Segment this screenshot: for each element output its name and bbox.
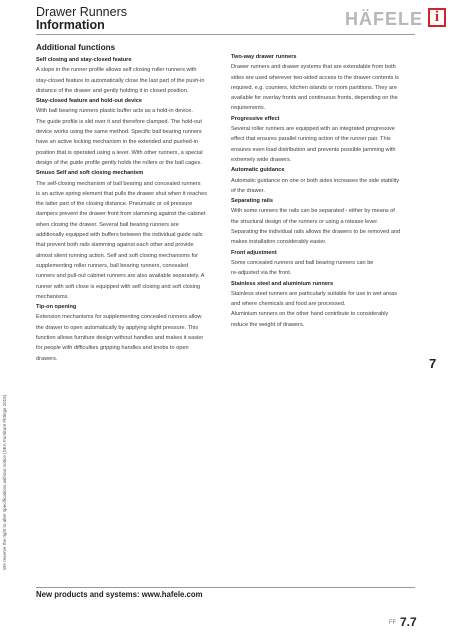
text-line: runner with soft close is equipped with self closing and soft closing xyxy=(36,283,201,290)
text-line: ensures even load distribution and prevents possible jamming with xyxy=(231,146,396,153)
text-line: distance of the drawer and gently holding it in closed position. xyxy=(36,87,189,94)
left-text-column xyxy=(36,55,222,364)
text-line: device works using the same method. Specific ball bearing runners xyxy=(36,129,202,136)
text-line: the drawer to open automatically by applying slight pressure. This xyxy=(36,324,199,331)
paragraph-heading: Smuso Self and soft closing mechanism xyxy=(36,170,144,177)
logo-text: HÄFELE xyxy=(345,9,423,29)
footer-divider xyxy=(36,587,415,588)
text-line: With some runners the rails can be separated - either by means of xyxy=(231,208,395,215)
text-line: when closing the drawer. Several ball bearing runners are xyxy=(36,221,179,228)
text-line: and where chemicals and food are processed. xyxy=(231,301,346,308)
text-line: extremely wide drawers. xyxy=(231,156,292,163)
text-line: Stainless steel runners are particularly suitable for use in wet areas xyxy=(231,290,398,297)
text-line: effect that ensures parallel running action of the runner pair. This xyxy=(231,136,391,143)
text-line: reduce the weight of drawers. xyxy=(231,321,305,328)
text-line: almost silent running action. Self and soft closing mechanisms for xyxy=(36,252,198,259)
footer-brand-code: FF xyxy=(389,620,397,626)
text-line: have an active locking mechanism in the extended and pushed-in xyxy=(36,139,199,146)
side-disclaimer: We reserve the right to alter specifications without notice (SEA Furniture Fittings 2015) xyxy=(2,394,7,570)
text-line: makes installation considerably easier. xyxy=(231,239,327,246)
header-subtitle: Information xyxy=(36,18,105,32)
header-title: Drawer Runners xyxy=(36,5,128,19)
text-line: stay-closed feature to automatically close the last part of the push-in xyxy=(36,77,205,84)
text-line: drawers. xyxy=(36,355,58,362)
text-line: of the drawer. xyxy=(231,187,265,194)
text-line: A slope in the runner profile allows self closing roller runners with xyxy=(36,67,197,74)
hafele-logo xyxy=(345,9,423,29)
paragraph-heading: Separating rails xyxy=(231,198,273,205)
text-line: available for overlay fronts and continuous fronts, depending on the xyxy=(231,95,398,102)
paragraph-heading: Stay-closed feature and hold-out device xyxy=(36,98,142,105)
text-line: mechanisms. xyxy=(36,293,69,300)
paragraph-heading: Automatic guidance xyxy=(231,167,285,174)
text-line: additionally equipped with buffers between the individual guide rails xyxy=(36,232,203,239)
text-line: requirements. xyxy=(231,105,266,112)
info-icon xyxy=(428,8,446,27)
text-line: The self-closing mechanism of ball bearing and concealed runners xyxy=(36,180,201,187)
paragraph-heading: Front adjustment xyxy=(231,249,277,256)
text-line: runners and pull-out cabinet runners are also available separately. A xyxy=(36,273,205,280)
text-line: dampers prevent the drawer front from slamming against the cabinet xyxy=(36,211,206,218)
text-line: position that is operated using a lever. With other runners, a special xyxy=(36,149,203,156)
text-line: re-adjusted via the front. xyxy=(231,270,292,277)
right-text-column xyxy=(231,52,415,330)
text-line: design of the guide profile gently holds the rollers or the ball cages. xyxy=(36,159,202,166)
text-line: Separating the individual rails allows the drawers to be removed and xyxy=(231,229,401,236)
text-line: the structural design of the runners or using a release lever. xyxy=(231,218,379,225)
text-line: supplementing roller runners, ball bearing runners, concealed xyxy=(36,262,189,269)
footer-link-text[interactable]: New products and systems: www.hafele.com xyxy=(36,590,203,599)
info-glyph: i xyxy=(434,9,440,25)
text-line: The guide profile is slid over it and therefore clamped. The hold-out xyxy=(36,118,202,125)
text-line: required, e.g. counters, kitchen islands or room partitions. They are xyxy=(231,84,397,91)
text-line: Some concealed runners and ball bearing runners can be xyxy=(231,259,374,266)
paragraph-heading: Progressive effect xyxy=(231,115,280,122)
text-line: Drawer runners and drawer systems that are extendable from both xyxy=(231,64,396,71)
paragraph-heading: Two-way drawer runners xyxy=(231,54,297,60)
text-line: is an active spring element that pulls the drawer shut when it reaches xyxy=(36,190,208,197)
header-divider xyxy=(36,34,415,35)
text-line: With ball bearing runners plastic buffer acts as a hold-in device. xyxy=(36,108,193,115)
page-number: 7.7 xyxy=(400,615,417,629)
text-line: Several roller runners are equipped with an integrated progressive xyxy=(231,126,395,133)
text-line: Aluminium runners on the other hand contribute to considerably xyxy=(231,311,389,318)
text-line: the latter part of the closing distance. Pneumatic or oil pressure xyxy=(36,201,193,208)
paragraph-heading: Tip-on opening xyxy=(36,304,77,311)
text-line: for people with difficulties gripping handles and knobs to open xyxy=(36,345,189,352)
text-line: sides are used wherever two-sided access to the drawer contents is xyxy=(231,74,399,81)
text-line: that prevent both rails slamming against each other and provide xyxy=(36,242,194,249)
text-line: function allows furniture design without handles and makes it easier xyxy=(36,335,204,342)
paragraph-heading: Stainless steel and aluminium runners xyxy=(231,280,334,287)
section-title: Additional functions xyxy=(36,43,116,52)
text-line: Extension mechanisms for supplementing concealed runners allow xyxy=(36,314,202,321)
text-line: Automatic guidance on one or both sides increases the side stability xyxy=(231,177,400,184)
chapter-number: 7 xyxy=(429,356,437,371)
paragraph-heading: Self closing and stay-closed feature xyxy=(36,57,132,63)
